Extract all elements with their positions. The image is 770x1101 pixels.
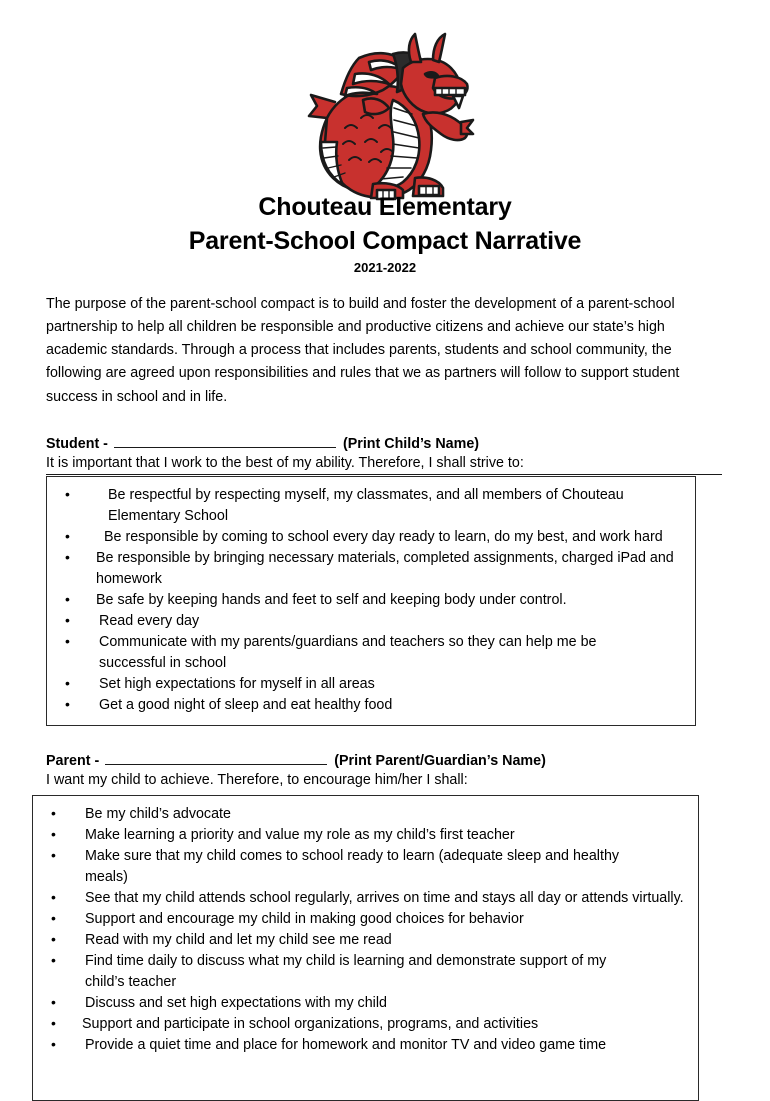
list-item: • Provide a quiet time and place for homework and monitor TV and video game time xyxy=(33,1035,692,1056)
list-item: • Be respectful by respecting myself, my classmates, and all members of Chouteau Elementary School xyxy=(47,485,689,527)
parent-section-heading xyxy=(46,752,770,769)
list-item: • See that my child attends school regularly, arrives on time and stays all day or attends virtually. xyxy=(33,888,692,909)
student-section-heading xyxy=(46,435,770,452)
list-item: • Be safe by keeping hands and feet to self and keeping body under control. xyxy=(47,590,689,611)
list-item-line: successful in school xyxy=(99,655,227,672)
list-item-line: • Find time daily to discuss what my child is learning and demonstrate support of my xyxy=(85,952,607,969)
parent-bullet-list xyxy=(33,804,692,1056)
list-item: • Discuss and set high expectations with my child xyxy=(33,993,692,1014)
list-item: • Set high expectations for myself in all areas xyxy=(47,674,689,695)
parent-subtitle: I want my child to achieve. Therefore, to encourage him/her I shall: xyxy=(46,772,468,789)
parent-name-hint: (Print Parent/Guardian’s Name) xyxy=(334,753,546,770)
list-item xyxy=(47,632,689,674)
student-label: Student - xyxy=(46,435,108,452)
page-title: Parent-School Compact Narrative xyxy=(188,226,582,255)
school-logo xyxy=(0,0,770,192)
list-item: • Make learning a priority and value my role as my child’s first teacher xyxy=(33,825,692,846)
student-name-hint: (Print Child’s Name) xyxy=(342,435,480,452)
list-item-line: • Make sure that my child comes to school ready to learn (adequate sleep and healthy xyxy=(85,847,620,864)
list-item: • Support and encourage my child in making good choices for behavior xyxy=(33,909,692,930)
dragon-mascot-icon xyxy=(297,22,473,212)
parent-label: Parent - xyxy=(46,753,100,770)
list-item-line: meals) xyxy=(85,868,128,885)
list-item-line: child’s teacher xyxy=(85,973,177,990)
list-item xyxy=(33,951,692,993)
list-item-line: • Communicate with my parents/guardians and teachers so they can help me be xyxy=(99,634,597,651)
school-year: 2021-2022 xyxy=(353,260,417,275)
list-item: • Be responsible by coming to school every day ready to learn, do my best, and work hard xyxy=(47,527,689,548)
list-item: • Read every day xyxy=(47,611,689,632)
list-item: • Support and participate in school organizations, programs, and activities xyxy=(33,1014,692,1035)
school-name: Chouteau Elementary xyxy=(258,193,512,221)
intro-paragraph: The purpose of the parent-school compact is to build and foster the development of a parent-school partnership to help all children be responsible and productive citizens and achieve our state’s high academic standards. Through a process that includes parents, students and school community, the following are agreed upon responsibilities and rules that we as partners will follow to support student success in school and in life. xyxy=(46,296,680,405)
student-subtitle: It is important that I work to the best of my ability. Therefore, I shall strive to: xyxy=(46,454,722,475)
parent-responsibilities-box xyxy=(32,795,699,1101)
student-bullet-list xyxy=(47,485,689,716)
title-block xyxy=(0,192,770,275)
student-name-field[interactable] xyxy=(114,435,336,448)
list-item: • Be responsible by bringing necessary materials, completed assignments, charged iPad and homework xyxy=(47,548,689,590)
list-item xyxy=(33,846,692,888)
parent-name-field[interactable] xyxy=(105,752,327,765)
list-item: • Get a good night of sleep and eat healthy food xyxy=(47,695,689,716)
list-item: • Be my child’s advocate xyxy=(33,804,692,825)
list-item: • Read with my child and let my child see me read xyxy=(33,930,692,951)
student-responsibilities-box xyxy=(46,476,696,726)
